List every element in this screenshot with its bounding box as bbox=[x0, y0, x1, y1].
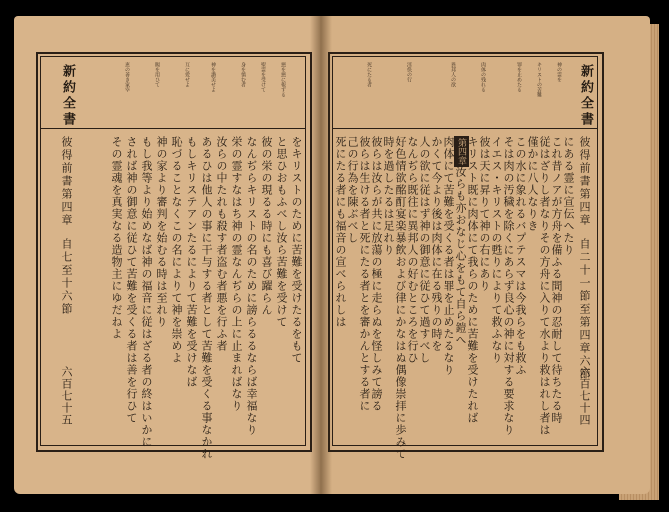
text-column: と思ひおもふべし汝ら苦難を受けて bbox=[275, 136, 288, 328]
left-notes-divider bbox=[40, 128, 305, 129]
left-note: 互に愛せよ bbox=[184, 62, 190, 87]
text-column: 己の行為を陳ぶべし bbox=[346, 136, 359, 244]
left-note: 悪を悪に報ずる bbox=[280, 62, 286, 97]
left-chapter-ref: 自七至十六節 bbox=[60, 238, 73, 316]
right-note: 死にたる者 bbox=[366, 62, 372, 87]
text-column: この水に象れるバプテスマは今我らをも救ふ bbox=[514, 136, 527, 376]
left-note: 聖霊を受けて bbox=[260, 62, 266, 92]
left-note: 恵の善き家宰 bbox=[124, 62, 130, 92]
text-column: 死にたる者にも福音の宣べられしは bbox=[334, 136, 347, 328]
text-column: もしキリステアンたるによりて苦難を受けなば bbox=[185, 136, 198, 388]
text-column: 栄の霊すなはち神の霊なんぢらの上に止まればなり bbox=[230, 136, 243, 412]
right-note: 肉体の残れる bbox=[480, 62, 486, 92]
text-column: をキリストのために苦難を受けたるをもて bbox=[290, 136, 303, 364]
right-note: 異邦人の欲 bbox=[450, 62, 456, 87]
right-book-title: 新約全書 bbox=[578, 64, 593, 128]
open-book bbox=[14, 16, 659, 502]
text-column: にある霊に宣伝へたり bbox=[562, 136, 575, 256]
text-column: 彼は天に昇りて神の右にあり bbox=[478, 136, 491, 292]
left-page bbox=[14, 16, 320, 494]
text-column: キリスト既に肉体にて我らのために苦難を受けたれば bbox=[466, 136, 479, 424]
text-column: 汝らの中たれも殺す者盗む者悪を行ふ者 bbox=[215, 136, 228, 352]
left-book-title: 新約全書 bbox=[60, 64, 75, 128]
text-column: なんぢらキリストの名のために謗らるるならば幸福なり bbox=[245, 136, 258, 436]
text-column: 従はざりし者なりその方舟に入りて水より救はれし者は bbox=[538, 136, 551, 436]
text-column: イエス・キリストの甦りによりて救ふなり bbox=[490, 136, 503, 364]
text-column: そは肉の汚穢を除くにあらず良心の神に対する要求なり bbox=[502, 136, 515, 436]
text-column: その霊魂を真実なる造物主にゆだねよ bbox=[110, 136, 123, 340]
right-page-number: 六百七十四 bbox=[578, 366, 591, 426]
text-column: これ昔ノアが方舟を備ふる間神の忍耐して待ちたる時 bbox=[550, 136, 563, 424]
text-column: 肉体にて苦難を受くる者は罪を止めたるなり bbox=[442, 136, 455, 376]
text-column: 神の家より審判を始むる時は至れり bbox=[155, 136, 168, 328]
left-page-number: 六百七十五 bbox=[60, 366, 73, 426]
right-chapter-header: 彼得前書第四章 bbox=[578, 136, 591, 227]
right-note: 淫佚の行 bbox=[406, 62, 412, 82]
left-chapter-header: 彼得前書第四章 bbox=[60, 136, 73, 227]
right-note: 神の霊を bbox=[556, 62, 562, 82]
text-column: もし我等より始めなば神の福音に従はざる者の終はいかに bbox=[140, 136, 153, 448]
text-column: 彼らは汝らが共に放蕩の極に走らぬを怪しみて謗る bbox=[370, 136, 383, 412]
text-column: かくて今より後は肉体に在る残りの時を bbox=[430, 136, 443, 352]
text-column: 彼らは生ける者と死にたる者とを審かんとする者に bbox=[358, 136, 371, 412]
text-column: 恥づることなくこの名によりて神を崇めよ bbox=[170, 136, 183, 364]
text-column: なんぢら既往に異邦人の好むところを行ひ bbox=[406, 136, 419, 364]
chapter-badge: 第四章 bbox=[454, 136, 469, 167]
left-note: 賜を用ひて bbox=[154, 62, 160, 87]
right-chapter-ref: 自二十一節至第四章六節 bbox=[578, 238, 591, 381]
left-note: 身を慎む者 bbox=[240, 62, 246, 87]
right-notes-divider bbox=[332, 128, 597, 129]
book-gutter bbox=[310, 16, 332, 494]
left-note: 神を讃美せよ bbox=[210, 62, 216, 92]
text-column: 人の欲に従はず神の御意に従ひて過すべし bbox=[418, 136, 431, 364]
text-column: 時を過したるは足れり bbox=[382, 136, 395, 256]
text-column: 僅かに八人なりき bbox=[526, 136, 539, 232]
text-column: 汝らも亦おなじ心をもて自ら鎧へ bbox=[454, 166, 467, 346]
right-note: キリストの苦難 bbox=[536, 62, 542, 97]
text-column: 彼の栄の現るる時にも喜び躍らん bbox=[260, 136, 273, 316]
text-column: あるひは他人の事に干与する者として苦難を受くる事なかれ bbox=[200, 136, 213, 460]
right-note: 罪を止めたる bbox=[516, 62, 522, 92]
right-page bbox=[320, 16, 650, 494]
text-column: されば神の御意に従ひて苦難を受くる者は善を行ひて bbox=[125, 136, 138, 424]
text-column: 好色情欲酩酊宴楽暴飲および律にかなはぬ偶像崇拝に歩みて bbox=[394, 136, 407, 460]
